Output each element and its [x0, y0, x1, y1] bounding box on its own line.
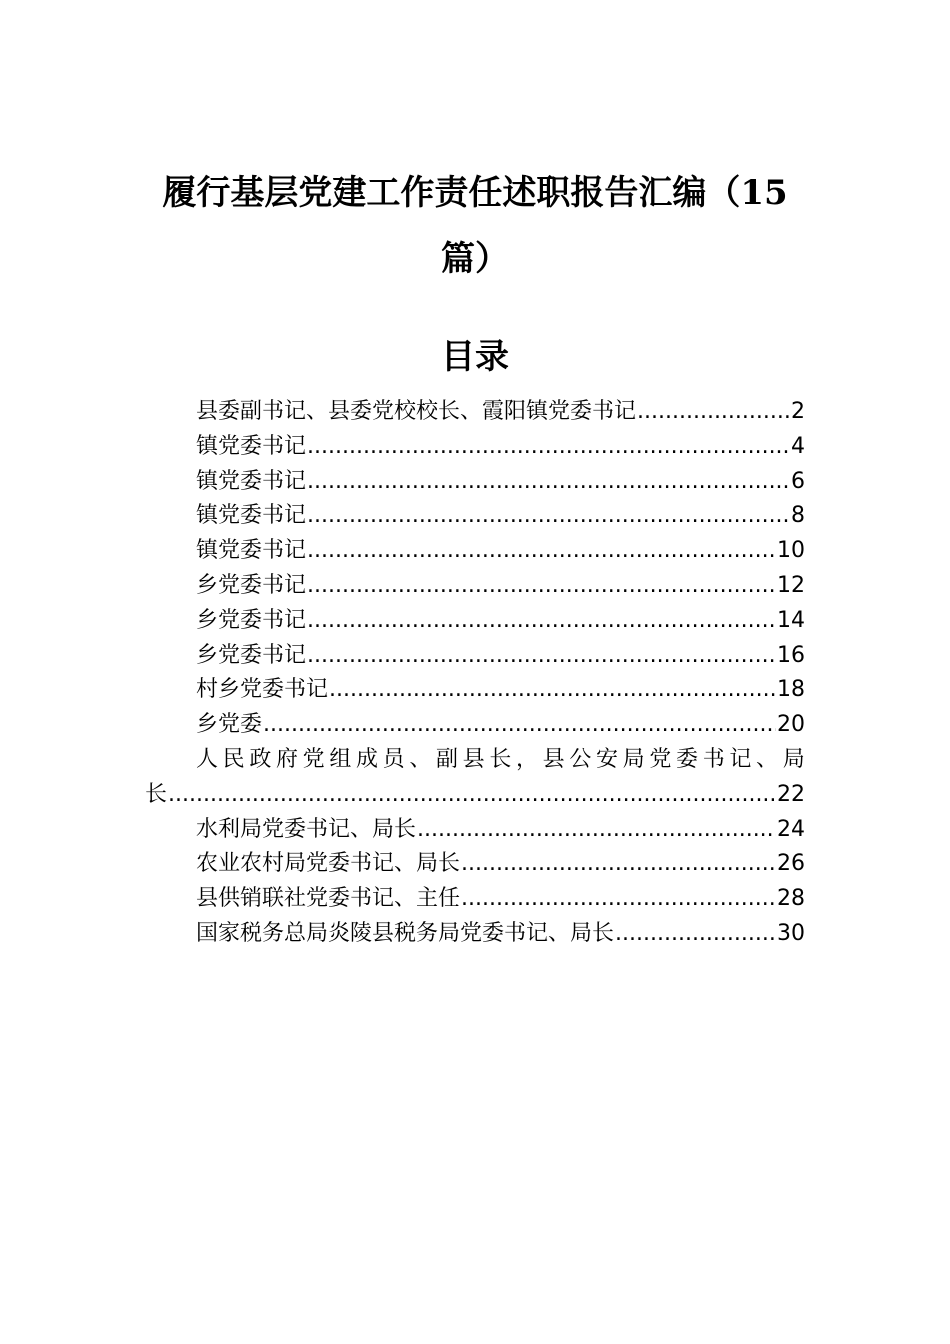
toc-entry-label-line-1: 人民政府党组成员、副县长，县公安局党委书记、局 [196, 746, 805, 772]
toc-entry-label: 水利局党委书记、局长 [196, 816, 417, 842]
toc-entry[interactable] [145, 604, 805, 639]
toc-entry[interactable] [145, 534, 805, 569]
toc-entry-label: 镇党委书记 [196, 468, 307, 494]
toc-leader-dots [461, 847, 776, 882]
toc-leader-dots [615, 917, 776, 952]
toc-leader-dots [307, 534, 776, 569]
toc-entry-label: 乡党委书记 [196, 642, 307, 668]
toc-entry[interactable] [145, 708, 805, 743]
toc-leader-dots [307, 499, 790, 534]
toc-entry-page: 18 [777, 677, 805, 703]
toc-leader-dots [263, 708, 776, 743]
toc-entry-label-line-2: 长 [145, 781, 168, 807]
toc-entry-page: 6 [791, 468, 805, 494]
document-title-line-2: 篇） [441, 239, 509, 279]
toc-entry-page: 16 [777, 642, 805, 668]
toc-leader-dots [307, 639, 776, 674]
toc-entry-label: 乡党委书记 [196, 572, 307, 598]
toc-entry[interactable] [145, 639, 805, 674]
toc-leader-dots [461, 882, 776, 917]
toc-entry[interactable] [145, 430, 805, 465]
toc-entry[interactable] [145, 673, 805, 708]
toc-leader-dots [417, 813, 776, 848]
toc-entry[interactable] [145, 465, 805, 500]
toc-entry-wrapped[interactable] [145, 743, 805, 813]
table-of-contents [145, 395, 805, 952]
toc-entry-page: 8 [791, 503, 805, 529]
toc-entry[interactable] [145, 395, 805, 430]
toc-entry-page: 30 [777, 920, 805, 946]
toc-entry-page: 12 [777, 572, 805, 598]
toc-entry-page: 28 [777, 886, 805, 912]
toc-entry[interactable] [145, 813, 805, 848]
toc-entry-label: 县供销联社党委书记、主任 [196, 886, 461, 912]
toc-entry-label: 乡党委书记 [196, 607, 307, 633]
toc-entry-page: 22 [777, 781, 805, 807]
toc-leader-dots [637, 395, 790, 430]
toc-entry-label: 镇党委书记 [196, 538, 307, 564]
toc-entry[interactable] [145, 917, 805, 952]
document-title-line-1: 履行基层党建工作责任述职报告汇编（15 [162, 173, 788, 213]
toc-leader-dots [168, 778, 776, 813]
toc-entry-label: 镇党委书记 [196, 503, 307, 529]
toc-entry-page: 26 [777, 851, 805, 877]
toc-entry-page: 24 [777, 816, 805, 842]
toc-leader-dots [329, 673, 776, 708]
toc-leader-dots [307, 604, 776, 639]
toc-entry-page: 2 [791, 399, 805, 424]
toc-entry-label: 国家税务总局炎陵县税务局党委书记、局长 [196, 920, 615, 946]
toc-entry-continuation [145, 778, 805, 813]
toc-entry-page: 20 [777, 712, 805, 738]
toc-entry-page: 10 [777, 538, 805, 564]
toc-entry[interactable] [145, 847, 805, 882]
toc-heading: 目录 [441, 337, 509, 377]
document-title [145, 160, 805, 292]
toc-entry[interactable] [145, 499, 805, 534]
toc-leader-dots [307, 430, 790, 465]
toc-entry-label: 乡党委 [196, 712, 263, 738]
toc-entry-label: 县委副书记、县委党校校长、霞阳镇党委书记 [196, 399, 637, 424]
toc-entry-label: 村乡党委书记 [196, 677, 329, 703]
toc-leader-dots [307, 465, 790, 500]
toc-leader-dots [307, 569, 776, 604]
toc-entry-page: 14 [777, 607, 805, 633]
toc-entry[interactable] [145, 569, 805, 604]
toc-entry-page: 4 [791, 433, 805, 459]
toc-entry-label: 镇党委书记 [196, 433, 307, 459]
toc-entry-label: 农业农村局党委书记、局长 [196, 851, 461, 877]
toc-entry[interactable] [145, 882, 805, 917]
